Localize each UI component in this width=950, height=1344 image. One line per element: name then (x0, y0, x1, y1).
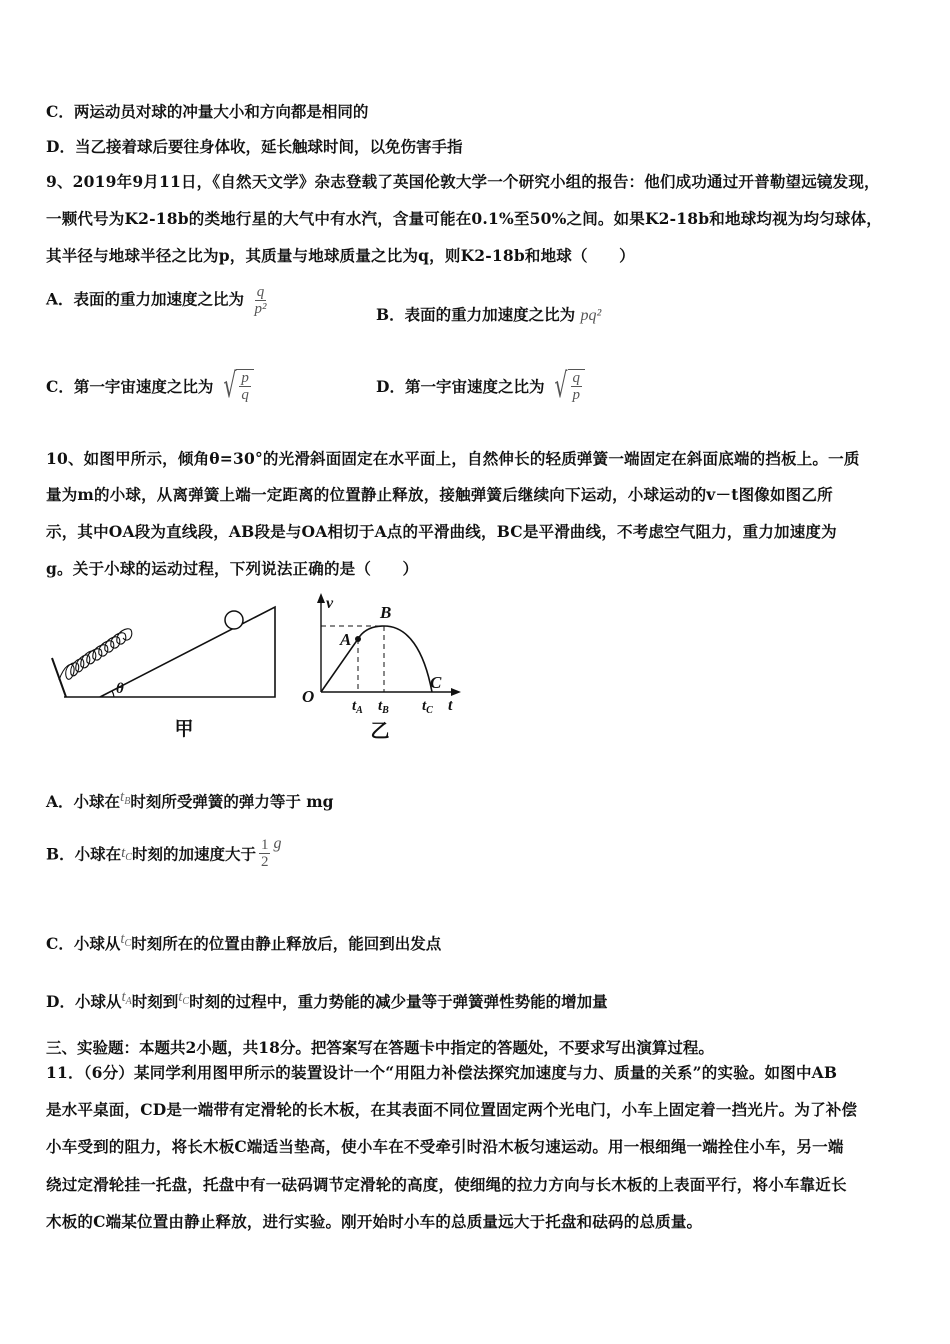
q10-option-d-post: 时刻的过程中，重力势能的减少量等于弹簧弹性势能的增加量 (189, 992, 608, 1011)
q9-stem-line3: 其半径与地球半径之比为p，其质量与地球质量之比为q，则K2-18b和地球（ ） (46, 246, 635, 265)
q10-option-b-mid: 时刻的加速度大于 (131, 844, 256, 864)
vt-curve (321, 626, 432, 692)
q9-stem-line2: 一颗代号为K2-18b的类地行星的大气中有水汽，含量可能在0.1%至50%之间。如果K2-18b和地球均视为均匀球体， (46, 209, 882, 228)
figure-jia-caption: 甲 (174, 719, 194, 740)
point-c-label: C (430, 673, 442, 692)
figure-yi-caption: 乙 (370, 721, 390, 742)
sqrt-icon: √ (554, 366, 568, 406)
q9-option-a-denominator: p² (254, 301, 267, 317)
incline-triangle (100, 607, 275, 697)
q10-option-a (46, 790, 333, 813)
q10-stem-line1: 10、如图甲所示，倾角θ=30°的光滑斜面固定在水平面上，自然伸长的轻质弹簧一端固定在斜面底端的挡板上。一质 (46, 449, 860, 468)
q10-option-c-time: $t_C$ (120, 931, 132, 949)
q9-option-c (46, 366, 254, 406)
q10-option-b-pre: B．小球在 (46, 844, 122, 864)
q10-option-a-post: 时刻所受弹簧的弹力等于 mg (130, 792, 334, 811)
q9-option-a-fraction (252, 284, 268, 317)
q9-option-b-label: B．表面的重力加速度之比为 (376, 305, 576, 324)
q9-option-b-expression: pq² (580, 307, 602, 324)
q10-stem-line2: 量为m的小球，从离弹簧上端一定距离的位置静止释放，接触弹簧后继续向下运动，小球运动的v－t图像如图乙所 (46, 485, 833, 504)
q9-option-c-denominator: q (241, 387, 249, 403)
q11-stem-line2: 是水平桌面，CD是一端带有定滑轮的长木板，在其表面不同位置固定两个光电门，小车上固定着一挡光片。为了补偿 (46, 1100, 858, 1119)
q10-option-c-post: 时刻所在的位置由静止释放后，能回到出发点 (131, 934, 442, 953)
figure-jia (44, 596, 284, 746)
tick-ta-label: $t_A$ (352, 698, 363, 716)
q11-stem-line4: 绕过定滑轮挂一托盘，托盘中有一砝码调节定滑轮的高度，使细绳的拉力方向与长木板的上表面平行，将小车靠近长 (46, 1175, 847, 1194)
axis-t-label: t (448, 697, 453, 714)
axis-v-label: v (326, 595, 334, 612)
q10-option-b (46, 834, 282, 870)
tick-tc-label: $t_C$ (422, 698, 433, 716)
stopper-plate (52, 658, 66, 697)
q9-option-d (376, 366, 585, 406)
q9-option-a (46, 284, 271, 317)
q9-option-d-numerator: q (572, 370, 581, 386)
q9-option-a-label: A．表面的重力加速度之比为 (46, 289, 245, 309)
point-a-marker (355, 636, 361, 642)
q10-option-b-numerator: 1 (260, 837, 269, 853)
q9-option-a-numerator: q (256, 284, 265, 300)
v-axis-arrow-icon (317, 593, 325, 603)
q10-option-d-time-end: $t_C$ (178, 989, 190, 1007)
q9-option-d-denominator: p (572, 387, 581, 403)
spring-coil (59, 629, 132, 680)
q9-option-b (376, 303, 601, 325)
q9-option-d-sqrt (550, 366, 585, 406)
q10-option-c (46, 932, 441, 955)
q11-stem-line3: 小车受到的阻力，将长木板C端适当垫高，使小车在不受牵引时沿木板匀速运动。用一根细绳一端拴住小车，另一端 (46, 1137, 844, 1156)
point-a-label: A (340, 630, 352, 649)
q8-option-c: C．两运动员对球的冲量大小和方向都是相同的 (46, 102, 369, 121)
tick-tb-label: $t_B$ (378, 698, 389, 716)
q10-option-d-mid: 时刻到 (131, 992, 179, 1011)
q10-option-d (46, 990, 608, 1013)
q10-option-d-time-start: $t_A$ (121, 989, 132, 1007)
q10-option-d-pre: D．小球从 (46, 992, 122, 1011)
q10-stem-line4: g。关于小球的运动过程，下列说法正确的是（ ） (46, 559, 419, 578)
section-3-header: 三、实验题：本题共2小题，共18分。把答案写在答题卡中指定的答题处，不要求写出演算过程。 (46, 1038, 714, 1057)
q9-option-c-sqrt (219, 366, 254, 406)
q9-stem-line1: 9、2019年9月11日，《自然天文学》杂志登载了英国伦敦大学一个研究小组的报告：他们成功通过开普勒望远镜发现， (46, 172, 880, 191)
q10-option-b-denominator: 2 (260, 854, 269, 870)
q8-option-d: D．当乙接着球后要往身体收，延长触球时间，以免伤害手指 (46, 137, 463, 156)
q10-option-a-pre: A．小球在 (46, 792, 121, 811)
q9-option-c-numerator: p (241, 370, 249, 386)
q11-stem-line5: 木板的C端某位置由静止释放，进行实验。刚开始时小车的总质量远大于托盘和砝码的总质量。 (46, 1212, 703, 1231)
q11-stem-line1: 11．（6分）某同学利用图甲所示的装置设计一个“用阻力补偿法探究加速度与力、质量的关系”的实验。如图中AB (46, 1063, 838, 1082)
angle-arc (112, 691, 114, 697)
q10-option-b-time: $t_C$ (121, 844, 132, 863)
q9-option-c-label: C．第一宇宙速度之比为 (46, 377, 214, 396)
q10-option-c-pre: C．小球从 (46, 934, 121, 953)
sqrt-icon: √ (223, 366, 237, 406)
point-b-label: B (380, 603, 392, 622)
q10-stem-line3: 示，其中OA段为直线段，AB段是与OA相切于A点的平滑曲线，BC是平滑曲线，不考虑空气阻力，重力加速度为 (46, 522, 837, 541)
figure-yi (296, 590, 471, 748)
t-axis-arrow-icon (451, 688, 461, 696)
q10-option-b-fraction (259, 837, 271, 870)
q10-option-b-g: g (273, 834, 282, 852)
origin-label: O (302, 687, 315, 706)
q9-option-d-label: D．第一宇宙速度之比为 (376, 377, 545, 396)
ball (225, 611, 243, 629)
q10-option-a-time: $t_B$ (120, 789, 131, 807)
theta-label: θ (116, 681, 124, 697)
